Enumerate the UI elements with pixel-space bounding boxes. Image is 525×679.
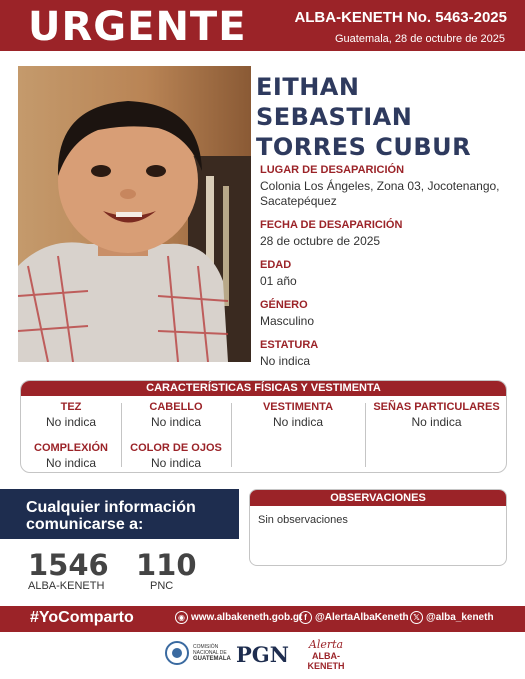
senas-cell (365, 401, 507, 429)
estatura-value: No indica (260, 354, 311, 368)
details-section (260, 164, 518, 379)
vestimenta-label: VESTIMENTA (262, 401, 334, 413)
facebook-icon: f (299, 611, 312, 624)
facebook-link[interactable] (299, 611, 409, 624)
ojos-label: COLOR DE OJOS (130, 442, 222, 454)
complexion-cell (21, 442, 121, 470)
genero-value: Masculino (260, 314, 315, 328)
guatemala-logo (165, 640, 241, 666)
cabello-label: CABELLO (149, 401, 203, 413)
child-photo (18, 66, 251, 362)
observations-text: Sin observaciones (258, 514, 348, 526)
header-banner (0, 0, 525, 51)
senas-label: SEÑAS PARTICULARES (373, 401, 500, 413)
observations-box (249, 489, 507, 566)
phone-1546-label: ALBA-KENETH (28, 580, 105, 592)
estatura-label: ESTATURA (260, 339, 319, 351)
tez-label: TEZ (60, 401, 82, 413)
pgn-logo-text: PGN (236, 642, 289, 667)
hashtag: #YoComparto (30, 609, 134, 626)
contact-line-2: comunicarse a: (26, 516, 144, 533)
tez-cell (21, 401, 121, 429)
senas-value: No indica (411, 415, 462, 429)
name-line-2: TORRES CUBUR (256, 133, 472, 161)
alerta-alba-keneth-logo (300, 638, 352, 671)
contact-line-1: Cualquier información (26, 499, 196, 516)
name-line-1: EITHAN SEBASTIAN (256, 73, 413, 131)
x-text: @alba_keneth (426, 612, 494, 623)
complexion-value: No indica (45, 456, 97, 470)
guatemala-emblem-icon (165, 640, 189, 666)
logos-row (0, 636, 525, 679)
globe-icon: ◉ (175, 611, 188, 624)
fecha-value: 28 de octubre de 2025 (260, 234, 381, 248)
characteristics-title: CARACTERÍSTICAS FÍSICAS Y VESTIMENTA (21, 381, 506, 396)
child-photo-illustration (18, 66, 251, 362)
vestimenta-value: No indica (272, 415, 324, 429)
observations-title: OBSERVACIONES (250, 490, 506, 506)
cabello-cell (121, 401, 231, 429)
characteristics-box (20, 380, 507, 473)
person-name (256, 72, 518, 162)
x-link[interactable] (410, 611, 494, 624)
tez-value: No indica (45, 415, 97, 429)
alerta-text: Alerta (308, 638, 344, 651)
website-link[interactable] (175, 611, 302, 624)
x-icon: 𝕏 (410, 611, 423, 624)
pgn-logo (236, 642, 289, 667)
case-number: ALBA-KENETH No. 5463-2025 (294, 9, 507, 26)
urgent-title: URGENTE (28, 4, 247, 50)
complexion-label: COMPLEXIÓN (34, 442, 108, 454)
lugar-value: Colonia Los Ángeles, Zona 03, Jocotenango, Sacatepéquez (260, 179, 500, 208)
ojos-value: No indica (150, 456, 202, 470)
edad-value: 01 año (260, 274, 297, 288)
fecha-label: FECHA DE DESAPARICIÓN (260, 219, 403, 231)
facebook-text: @AlertaAlbaKeneth (315, 612, 409, 623)
social-footer (0, 606, 525, 632)
genero-label: GÉNERO (260, 299, 308, 311)
vestimenta-cell (231, 401, 365, 429)
lugar-label: LUGAR DE DESAPARICIÓN (260, 164, 405, 176)
cabello-value: No indica (150, 415, 202, 429)
phone-110[interactable]: 110 (136, 548, 197, 582)
phone-110-label: PNC (150, 580, 174, 592)
edad-label: EDAD (260, 259, 292, 271)
guatemala-logo-text: GUATEMALA (193, 656, 231, 662)
ojos-cell (121, 442, 231, 470)
contact-banner (0, 489, 239, 539)
phone-1546[interactable]: 1546 (28, 548, 109, 582)
alba-keneth-text: ALBA-KENETH (307, 651, 345, 671)
guatemala-logo-top: COMISIÓN NACIONAL DE (193, 644, 227, 656)
website-text: www.albakeneth.gob.gt (191, 612, 303, 623)
date-line: Guatemala, 28 de octubre de 2025 (334, 33, 505, 45)
